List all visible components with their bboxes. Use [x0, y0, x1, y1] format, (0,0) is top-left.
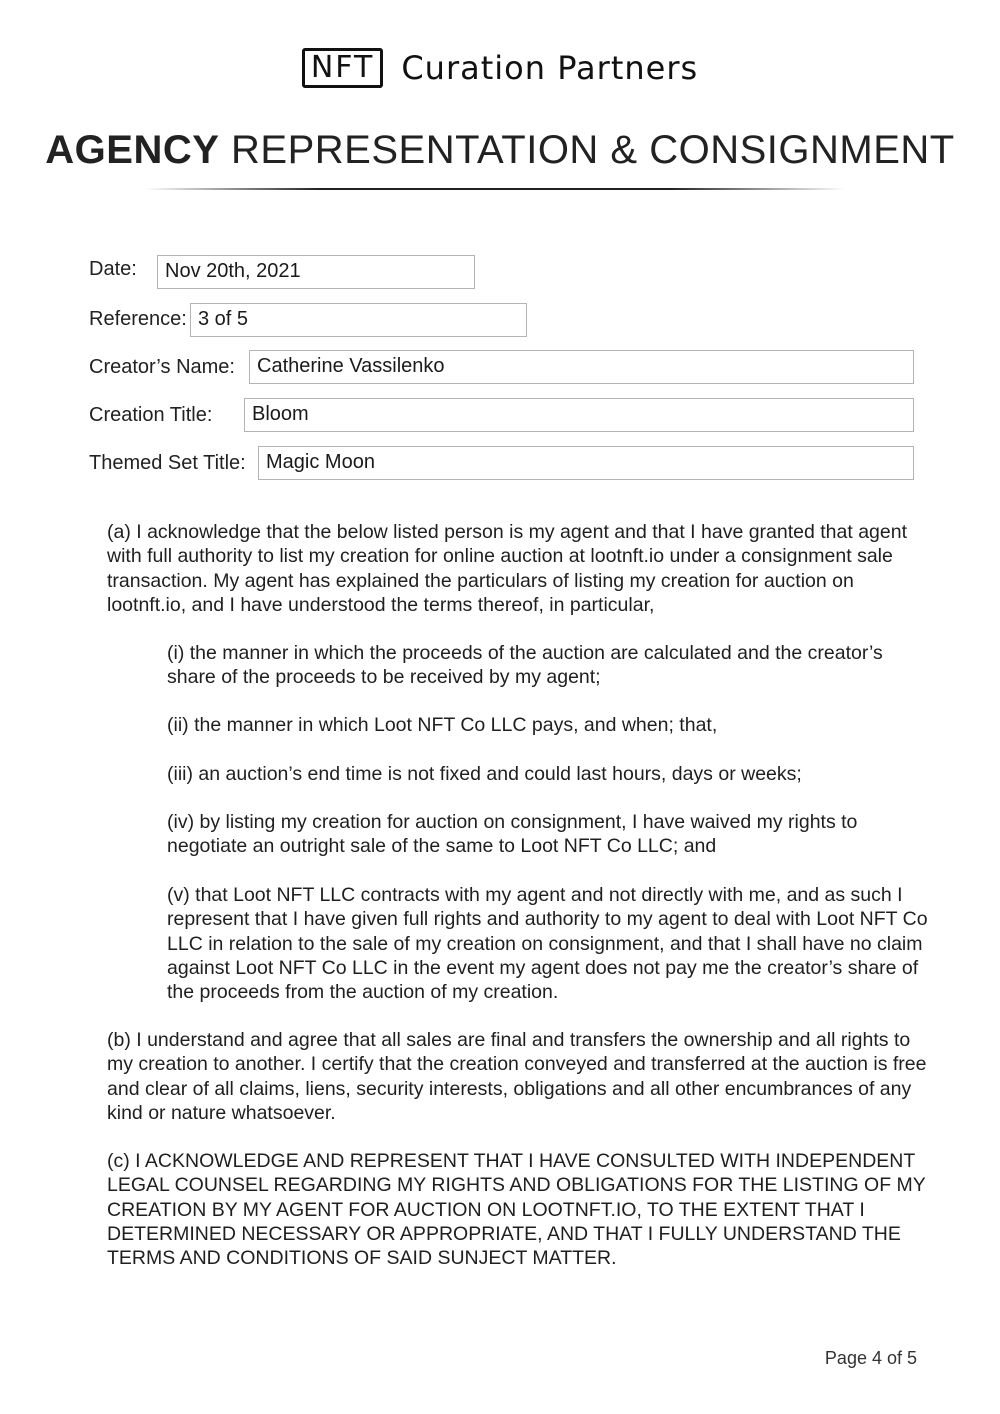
- clause-c: (c) I ACKNOWLEDGE AND REPRESENT THAT I HAVE CONSULTED WITH INDEPENDENT LEGAL COUNSEL REGARDING MY RIGHTS AND OBLIGATIONS FOR THE LISTING OF MY CREATION BY MY AGENT FOR AUCTION ON LOOTNFT.IO, TO THE EXTENT THAT I DETERMINED NECESSARY OR APPROPRIATE, AND THAT I FULLY UNDERSTAND THE TERMS AND CONDITIONS OF SAID SUNJECT MATTER.: [107, 1150, 926, 1270]
- date-field[interactable]: Nov 20th, 2021: [157, 255, 475, 289]
- document-title: [0, 128, 1000, 173]
- creator-name-label: Creator’s Name:: [89, 356, 235, 378]
- clause-a-i: (i) the manner in which the proceeds of the auction are calculated and the creator’s share of the proceeds to be received by my agent;: [167, 642, 883, 689]
- clause-a-v: (v) that Loot NFT LLC contracts with my agent and not directly with me, and as such I represent that I have given full rights and authority to my agent to deal with Loot NFT Co LLC in relation to the sale of my creation on consignment, and that I shall have no claim against Loot NFT Co LLC in the event my agent does not pay me the creator’s share of the proceeds from the auction of my creation.: [167, 884, 928, 1004]
- title-rest: REPRESENTATION & CONSIGNMENT: [231, 128, 955, 172]
- reference-label: Reference:: [89, 308, 187, 330]
- clause-a-iii: (iii) an auction’s end time is not fixed and could last hours, days or weeks;: [167, 763, 802, 785]
- title-divider: [145, 188, 845, 190]
- title-bold: AGENCY: [45, 128, 220, 172]
- themed-set-title-field[interactable]: Magic Moon: [258, 446, 914, 480]
- page-number: Page 4 of 5: [824, 1348, 917, 1368]
- clause-b: (b) I understand and agree that all sales are final and transfers the ownership and all rights to my creation to another. I certify that the creation conveyed and transferred at the auction is free and clear of all claims, liens, security interests, obligations and all other encumbrances of any kind or nature whatsoever.: [107, 1029, 927, 1124]
- creation-title-label: Creation Title:: [89, 404, 213, 426]
- clause-a-iv: (iv) by listing my creation for auction on consignment, I have waived my rights to negotiate an outright sale of the same to Loot NFT Co LLC; and: [167, 811, 858, 858]
- clause-a: (a) I acknowledge that the below listed person is my agent and that I have granted that agent with full authority to list my creation for online auction at lootnft.io under a consignment sale transaction. My agent has explained the particulars of listing my creation for auction on lootnft.io, and I have understood the terms thereof, in particular,: [107, 521, 908, 616]
- reference-field[interactable]: 3 of 5: [190, 303, 527, 337]
- brand-mark: NFT: [302, 48, 384, 88]
- creator-name-field[interactable]: Catherine Vassilenko: [249, 350, 914, 384]
- creation-title-field[interactable]: Bloom: [244, 398, 914, 432]
- brand-logo: [0, 48, 1000, 88]
- clause-a-ii: (ii) the manner in which Loot NFT Co LLC pays, and when; that,: [167, 714, 718, 736]
- brand-name: Curation Partners: [401, 49, 699, 87]
- themed-set-title-label: Themed Set Title:: [89, 452, 246, 474]
- date-label: Date:: [89, 258, 137, 280]
